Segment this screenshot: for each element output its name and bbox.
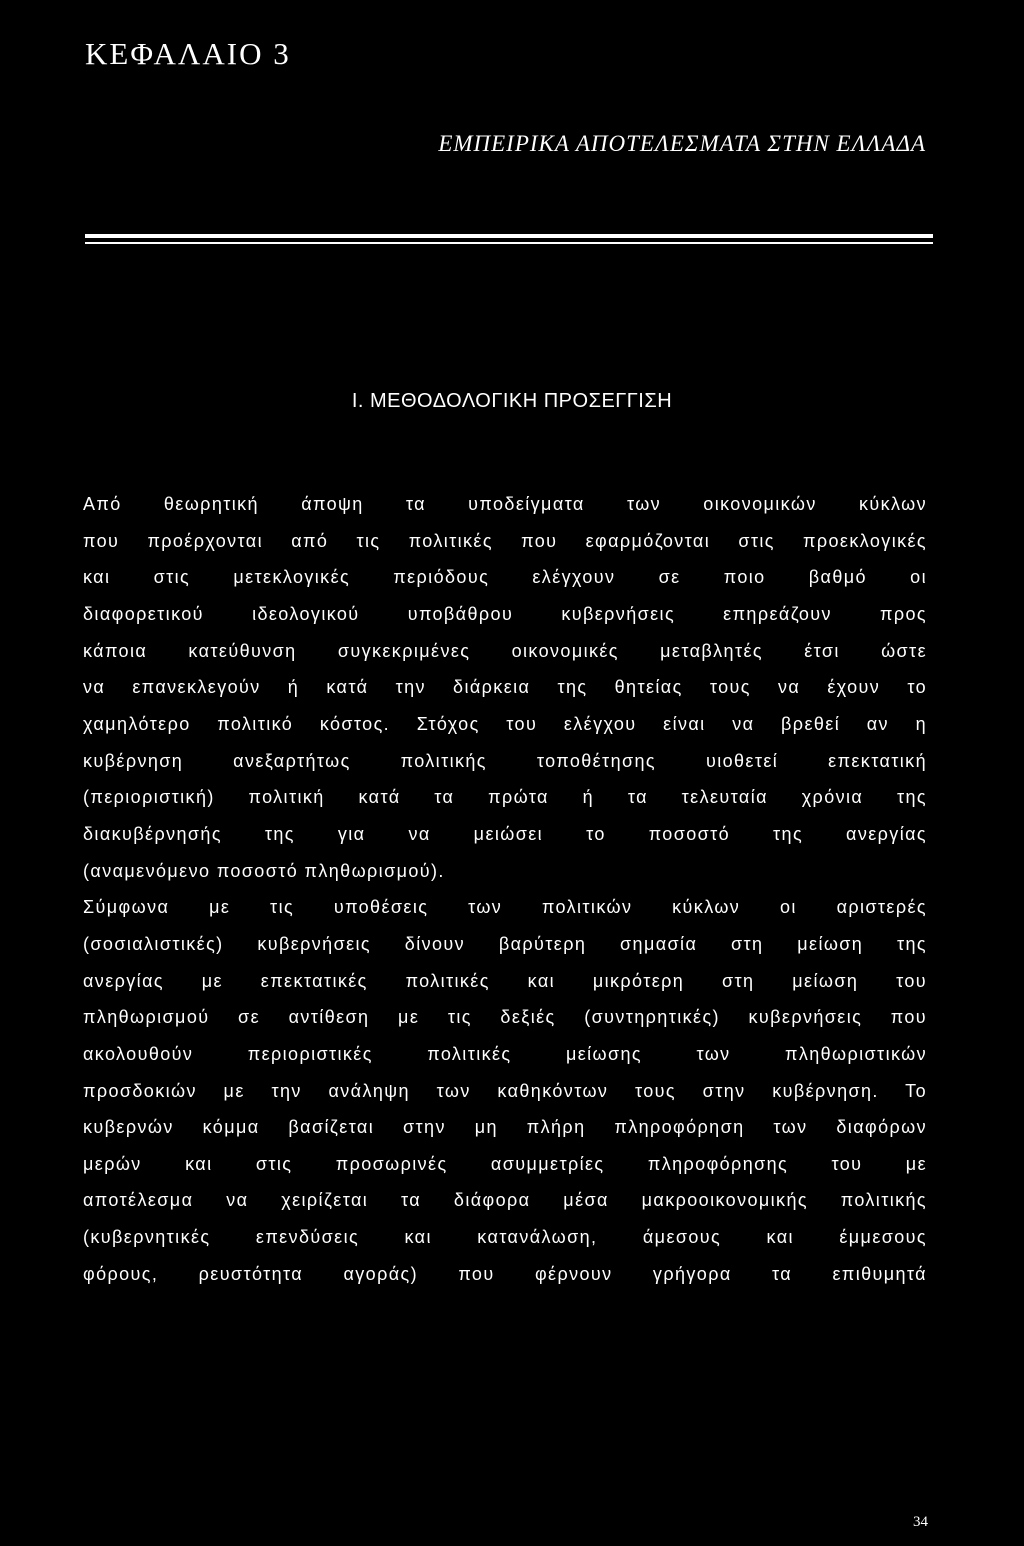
text-line: (αναμενόμενο ποσοστό πληθωρισμού). xyxy=(83,860,445,881)
text-line: φόρους, ρευστότητα αγοράς) που φέρνουν γρήγορα τα επιθυμητά xyxy=(83,1263,927,1284)
text-line: (περιοριστική) πολιτική κατά τα πρώτα ή τα τελευταία χρόνια της xyxy=(83,787,927,808)
text-line: που προέρχονται από τις πολιτικές που εφαρμόζονται στις προεκλογικές xyxy=(83,530,927,551)
text-line: ανεργίας με επεκτατικές πολιτικές και μικρότερη στη μείωση του xyxy=(83,970,927,991)
text-line: προσδοκιών με την ανάληψη των καθηκόντων τους στην κυβέρνηση. Το xyxy=(83,1080,927,1101)
text-line: πληθωρισμού σε αντίθεση με τις δεξιές (συντηρητικές) κυβερνήσεις που xyxy=(83,1007,927,1028)
header-rule-thick xyxy=(85,234,933,238)
text-line: χαμηλότερο πολιτικό κόστος. Στόχος του ελέγχου είναι να βρεθεί αν η xyxy=(83,713,927,734)
text-line: αποτέλεσμα να χειρίζεται τα διάφορα μέσα μακροοικονομικής πολιτικής xyxy=(83,1190,927,1211)
chapter-heading: ΚΕΦΑΛΑΙΟ 3 xyxy=(85,36,291,71)
text-line: κάποια κατεύθυνση συγκεκριμένες οικονομικές μεταβλητές έτσι ώστε xyxy=(83,640,927,661)
text-line: Από θεωρητική άποψη τα υποδείγματα των οικονομικών κύκλων xyxy=(83,494,927,514)
header-rule-thin xyxy=(85,242,933,244)
text-line: και στις μετεκλογικές περιόδους ελέγχουν σε ποιο βαθμό οι xyxy=(83,567,927,588)
text-line: Σύμφωνα με τις υποθέσεις των πολιτικών κύκλων οι αριστερές xyxy=(83,897,927,918)
text-line: ακολουθούν περιοριστικές πολιτικές μείωσης των πληθωριστικών xyxy=(83,1043,927,1064)
text-line: (σοσιαλιστικές) κυβερνήσεις δίνουν βαρύτερη σημασία στη μείωση της xyxy=(83,933,927,954)
text-line: κυβερνών κόμμα βασίζεται στην μη πλήρη πληροφόρηση των διαφόρων xyxy=(83,1117,927,1138)
text-line: διαφορετικού ιδεολογικού υποβάθρου κυβερνήσεις επηρεάζουν προς xyxy=(83,603,927,624)
text-line: κυβέρνηση ανεξαρτήτως πολιτικής τοποθέτησης υιοθετεί επεκτατική xyxy=(83,750,927,771)
chapter-title: ΕΜΠΕΙΡΙΚΑ ΑΠΟΤΕΛΕΣΜΑΤΑ ΣΤΗΝ ΕΛΛΑΔΑ xyxy=(438,131,926,156)
text-line: μερών και στις προσωρινές ασυμμετρίες πληροφόρησης του με xyxy=(83,1153,927,1174)
body-text xyxy=(83,486,927,1292)
page-number: 34 xyxy=(913,1514,928,1530)
text-line: (κυβερνητικές επενδύσεις και κατανάλωση, άμεσους και έμμεσους xyxy=(83,1227,927,1248)
section-title: Ι. ΜΕΘΟΔΟΛΟΓΙΚΗ ΠΡΟΣΕΓΓΙΣΗ xyxy=(351,390,673,412)
text-line: διακυβέρνησής της για να μειώσει το ποσοστό της ανεργίας xyxy=(83,823,927,844)
text-line: να επανεκλεγούν ή κατά την διάρκεια της θητείας τους να έχουν το xyxy=(83,677,927,698)
